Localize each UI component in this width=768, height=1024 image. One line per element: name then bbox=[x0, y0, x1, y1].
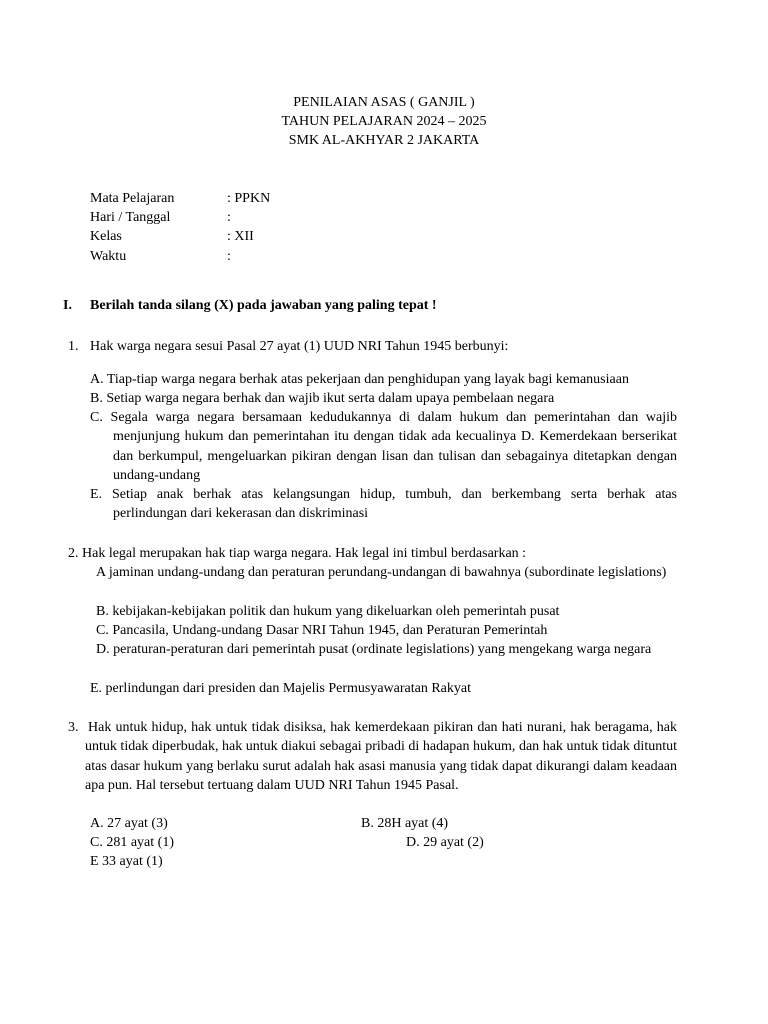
school-name: SMK AL-AKHYAR 2 JAKARTA bbox=[288, 133, 480, 148]
q2-option-c: C. Pancasila, Undang-undang Dasar NRI Tahun 1945, dan Peraturan Pemerintah bbox=[96, 623, 548, 638]
subject-label: Mata Pelajaran bbox=[90, 191, 175, 206]
q1-option-c: C. Segala warga negara bersamaan kedudukannya di dalam hukum dan pemerintahan dan wajib menjunjung hukum dan pemerintahan itu dengan tidak ada kecualinya D. Kemerdekaan berserikat dan berkumpul, mengeluarkan pikiran dengan lisan dan tulisan dan sebagainya ditetapkan dengan undang-undang bbox=[90, 410, 677, 483]
q3-option-c: C. 281 ayat (1) bbox=[90, 835, 174, 850]
q1-option-e: E. Setiap anak berhak atas kelangsungan hidup, tumbuh, dan berkembang serta berhak atas perlindungan dari kekerasan dan diskriminasi bbox=[90, 487, 677, 522]
q3-option-d: D. 29 ayat (2) bbox=[406, 835, 484, 850]
q3-option-a: A. 27 ayat (3) bbox=[90, 816, 168, 831]
q2-option-d: D. peraturan-peraturan dari pemerintah pusat (ordinate legislations) yang mengekang warga negara bbox=[96, 642, 652, 657]
date-label: Hari / Tanggal bbox=[90, 210, 171, 225]
q3-option-e: E 33 ayat (1) bbox=[90, 854, 163, 869]
class-value: : XII bbox=[227, 229, 254, 244]
q3-text: Hak untuk hidup, hak untuk tidak disiksa, hak kemerdekaan pikiran dan hati nurani, hak beragama, hak untuk tidak diperbudak, hak untuk diakui sebagai pribadi di hadapan hukum, dan hak untuk tidak dituntut atas dasar hukum yang berlaku surut adalah hak asasi manusia yang tidak dapat dikurangi dalam keadaan apa pun. Hal tersebut tertuang dalam UUD NRI Tahun 1945 Pasal. bbox=[85, 720, 677, 793]
q3-number: 3. bbox=[68, 720, 79, 735]
q1-option-a: A. Tiap-tiap warga negara berhak atas pekerjaan dan penghidupan yang layak bagi kemanusiaan bbox=[90, 372, 629, 387]
q2-text: 2. Hak legal merupakan hak tiap warga negara. Hak legal ini timbul berdasarkan : bbox=[68, 546, 527, 561]
q3-option-b: B. 28H ayat (4) bbox=[361, 816, 449, 831]
date-value: : bbox=[227, 210, 231, 225]
q2-option-e: E. perlindungan dari presiden dan Majelis Permusyawaratan Rakyat bbox=[90, 681, 471, 696]
q1-option-b: B. Setiap warga negara berhak dan wajib ikut serta dalam upaya pembelaan negara bbox=[90, 391, 555, 406]
time-label: Waktu bbox=[90, 249, 127, 264]
subject-value: : PPKN bbox=[227, 191, 271, 206]
q1-number: 1. bbox=[68, 339, 79, 354]
class-label: Kelas bbox=[90, 229, 122, 244]
section-instruction: Berilah tanda silang (X) pada jawaban yang paling tepat ! bbox=[90, 298, 437, 313]
q1-text: Hak warga negara sesui Pasal 27 ayat (1) UUD NRI Tahun 1945 berbunyi: bbox=[90, 339, 509, 354]
exam-title: PENILAIAN ASAS ( GANJIL ) bbox=[293, 95, 475, 110]
time-value: : bbox=[227, 249, 231, 264]
q2-option-b: B. kebijakan-kebijakan politik dan hukum yang dikeluarkan oleh pemerintah pusat bbox=[96, 604, 560, 619]
section-number: I. bbox=[63, 298, 72, 313]
academic-year: TAHUN PELAJARAN 2024 – 2025 bbox=[281, 114, 487, 129]
q2-option-a: A jaminan undang-undang dan peraturan perundang-undangan di bawahnya (subordinate legislations) bbox=[96, 565, 667, 580]
